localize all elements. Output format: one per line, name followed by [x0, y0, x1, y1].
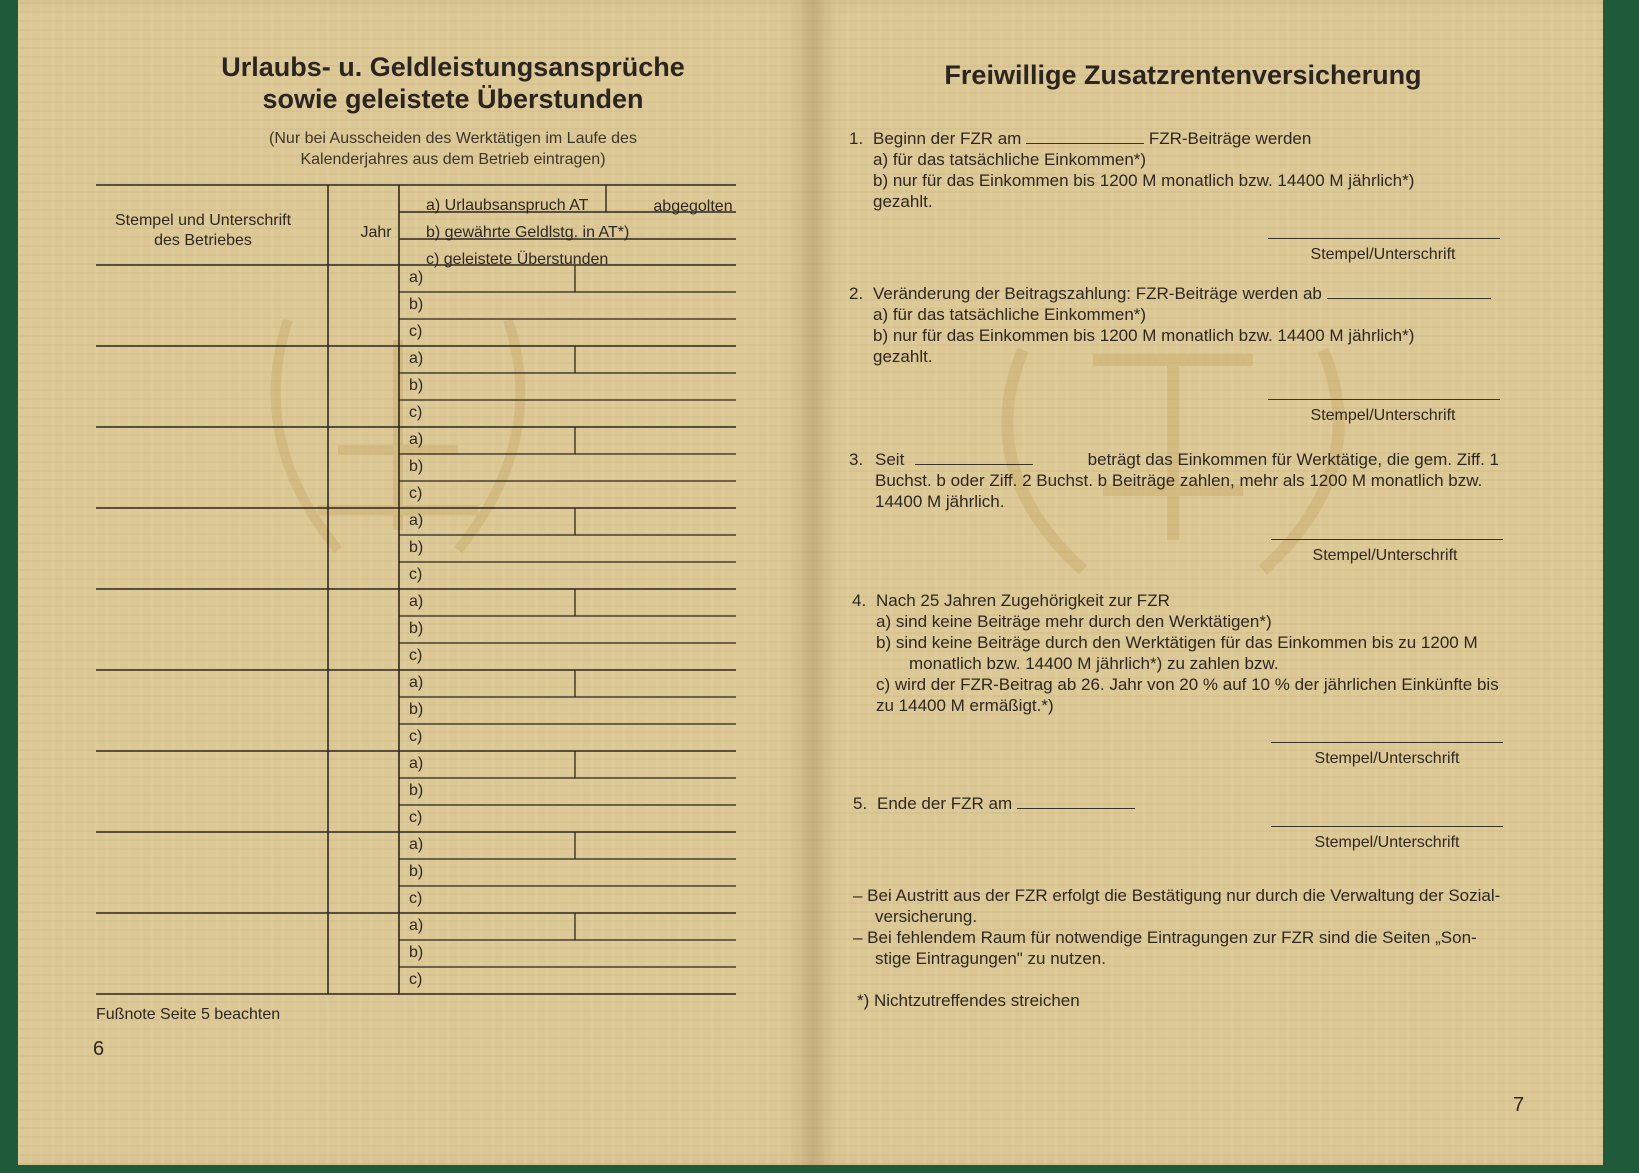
s2-pre: Veränderung der Beitragszahlung: FZR-Beiträge werden ab: [873, 284, 1322, 303]
s3-signature-label: Stempel/Unterschrift: [1312, 547, 1458, 564]
s3-seit: Seit: [875, 450, 905, 469]
page-number-right: 7: [1513, 1094, 1525, 1116]
note-2-line2: stige Eintragungen" zu nutzen.: [875, 949, 1106, 968]
s5-number: 5.: [853, 794, 868, 813]
row-label: b): [409, 944, 424, 961]
s2-end: gezahlt.: [873, 347, 933, 366]
left-footnote: Fußnote Seite 5 beachten: [96, 1006, 281, 1023]
row-label: b): [409, 782, 424, 799]
col-header-abgegolten: abgegolten: [653, 198, 733, 215]
s1-option-b: b) nur für das Einkommen bis 1200 M monatlich bzw. 14400 M jährlich*): [873, 171, 1415, 190]
s2-number: 2.: [849, 284, 864, 303]
row-label: c): [409, 404, 423, 421]
col-header-c: c) geleistete Überstunden: [426, 251, 609, 268]
s2-signature-label: Stempel/Unterschrift: [1310, 407, 1456, 424]
row-label: a): [409, 593, 424, 610]
s4-option-c-line2: zu 14400 M ermäßigt.*): [876, 696, 1054, 715]
right-page: [813, 0, 1603, 1165]
col-header-b: b) gewährte Geldlstg. in AT*): [426, 224, 630, 241]
right-title: Freiwillige Zusatzrentenversicherung: [944, 60, 1422, 90]
s2-option-b: b) nur für das Einkommen bis 1200 M monatlich bzw. 14400 M jährlich*): [873, 326, 1415, 345]
row-label: a): [409, 836, 424, 853]
row-label: b): [409, 377, 424, 394]
row-label: a): [409, 350, 424, 367]
s4-option-b-line1: b) sind keine Beiträge durch den Werktätigen für das Einkommen bis zu 1200 M: [876, 633, 1478, 652]
s5-signature-label: Stempel/Unterschrift: [1314, 834, 1460, 851]
row-label: b): [409, 701, 424, 718]
s4-option-c-line1: c) wird der FZR-Beitrag ab 26. Jahr von 20 % auf 10 % der jährlichen Einkünfte bis: [876, 675, 1499, 694]
right-footnote: *) Nichtzutreffendes streichen: [857, 991, 1080, 1010]
note-2-line1: – Bei fehlendem Raum für notwendige Eintragungen zur FZR sind die Seiten „Son-: [853, 928, 1477, 947]
s3-number: 3.: [849, 450, 864, 469]
col-header-stempel-line2: des Betriebes: [154, 232, 252, 249]
row-label: b): [409, 539, 424, 556]
s4-option-b-line2: monatlich bzw. 14400 M jährlich*) zu zahlen bzw.: [909, 654, 1279, 673]
cover-edge-right: [1605, 0, 1639, 1173]
s1-pre: Beginn der FZR am: [873, 129, 1022, 148]
row-label: c): [409, 485, 423, 502]
s3-signature-line: [1271, 539, 1503, 540]
row-label: b): [409, 863, 424, 880]
row-label: b): [409, 296, 424, 313]
row-label: c): [409, 809, 423, 826]
s5-line: [877, 793, 1135, 814]
left-subtitle-line1: (Nur bei Ausscheiden des Werktätigen im Laufe des: [269, 130, 637, 147]
s1-signature-label: Stempel/Unterschrift: [1310, 246, 1456, 263]
col-header-stempel-line1: Stempel und Unterschrift: [114, 212, 292, 229]
s4-signature-line: [1271, 742, 1503, 743]
s1-date-blank: [1026, 129, 1144, 144]
s4-intro: Nach 25 Jahren Zugehörigkeit zur FZR: [876, 591, 1170, 610]
row-label: a): [409, 512, 424, 529]
row-label: c): [409, 647, 423, 664]
note-1-line1: – Bei Austritt aus der FZR erfolgt die Bestätigung nur durch die Verwaltung der Sozial-: [853, 886, 1501, 905]
page-number-left: 6: [93, 1038, 105, 1060]
s3-line3: 14400 M jährlich.: [875, 492, 1005, 511]
row-label: a): [409, 917, 424, 934]
s5-date-blank: [1017, 794, 1135, 809]
row-label: a): [409, 755, 424, 772]
s5-signature-line: [1271, 826, 1503, 827]
s1-end: gezahlt.: [873, 192, 933, 211]
row-label: b): [409, 620, 424, 637]
cover-edge-bottom: [0, 1165, 1639, 1173]
row-label: a): [409, 269, 424, 286]
s1-number: 1.: [849, 129, 864, 148]
row-label: c): [409, 323, 423, 340]
s2-line: [873, 283, 1491, 304]
s4-signature-label: Stempel/Unterschrift: [1314, 750, 1460, 767]
s1-line: [873, 128, 1311, 149]
s2-signature-line: [1268, 399, 1500, 400]
left-title-line1: Urlaubs- u. Geldleistungsansprüche: [221, 52, 685, 82]
left-subtitle-line2: Kalenderjahres aus dem Betrieb eintragen): [300, 151, 606, 168]
s2-option-a: a) für das tatsächliche Einkommen*): [873, 305, 1147, 324]
row-label: a): [409, 431, 424, 448]
left-page: [18, 0, 813, 1165]
s3-date-blank: [915, 464, 1033, 465]
row-label: a): [409, 674, 424, 691]
row-label: c): [409, 971, 423, 988]
col-header-jahr: Jahr: [360, 224, 392, 241]
left-title-line2: sowie geleistete Überstunden: [262, 84, 644, 114]
s1-option-a: a) für das tatsächliche Einkommen*): [873, 150, 1147, 169]
row-label: c): [409, 890, 423, 907]
row-label: b): [409, 458, 424, 475]
s2-date-blank: [1327, 284, 1491, 299]
s3-line2: Buchst. b oder Ziff. 2 Buchst. b Beiträge zahlen, mehr als 1200 M monatlich bzw.: [875, 471, 1483, 490]
s3-line1: beträgt das Einkommen für Werktätige, die gem. Ziff. 1: [1087, 450, 1499, 469]
row-label: c): [409, 566, 423, 583]
s4-option-a: a) sind keine Beiträge mehr durch den Werktätigen*): [876, 612, 1272, 631]
s1-signature-line: [1268, 238, 1500, 239]
note-1-line2: versicherung.: [875, 907, 978, 926]
col-header-a: a) Urlaubsanspruch AT: [426, 197, 589, 214]
s5-pre: Ende der FZR am: [877, 794, 1013, 813]
s1-post: FZR-Beiträge werden: [1148, 129, 1312, 148]
s4-number: 4.: [852, 591, 867, 610]
row-label: c): [409, 728, 423, 745]
